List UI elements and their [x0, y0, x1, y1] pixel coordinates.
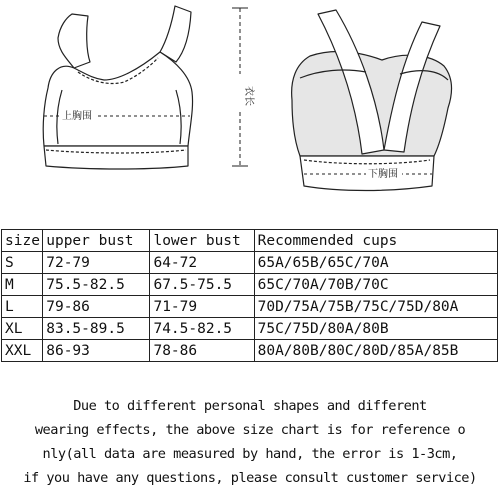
- garment-illustration: [0, 0, 500, 228]
- cell-upper-bust: 86-93: [43, 340, 150, 362]
- header-upper-bust: upper bust: [43, 230, 150, 252]
- cell-upper-bust: 83.5-89.5: [43, 318, 150, 340]
- size-chart-table: [1, 229, 498, 362]
- lower-bust-label: 下胸围: [368, 169, 398, 180]
- cell-cups: 65C/70A/70B/70C: [254, 274, 497, 296]
- front-left-strap: [58, 14, 90, 68]
- bra-diagram: [0, 0, 500, 228]
- cell-cups: 65A/65B/65C/70A: [254, 252, 497, 274]
- table-header-row: [2, 230, 498, 252]
- front-view: [43, 6, 192, 169]
- cell-lower-bust: 71-79: [150, 296, 254, 318]
- cell-size: L: [2, 296, 43, 318]
- table-row: [2, 274, 498, 296]
- cell-lower-bust: 74.5-82.5: [150, 318, 254, 340]
- header-size: size: [2, 230, 43, 252]
- header-recommended-cups: Recommended cups: [254, 230, 497, 252]
- table-row: [2, 340, 498, 362]
- table-row: [2, 318, 498, 340]
- cell-cups: 75C/75D/80A/80B: [254, 318, 497, 340]
- table-row: [2, 252, 498, 274]
- cell-lower-bust: 78-86: [150, 340, 254, 362]
- cell-size: M: [2, 274, 43, 296]
- front-right-strap: [160, 6, 191, 62]
- table-row: [2, 296, 498, 318]
- header-lower-bust: lower bust: [150, 230, 254, 252]
- length-label: 衣长: [243, 86, 254, 106]
- front-underband: [44, 146, 188, 169]
- cell-lower-bust: 67.5-75.5: [150, 274, 254, 296]
- cell-upper-bust: 79-86: [43, 296, 150, 318]
- back-view: [292, 10, 452, 191]
- note-line: if you have any questions, please consult customer service): [23, 470, 477, 486]
- front-body: [43, 52, 192, 146]
- cell-size: XL: [2, 318, 43, 340]
- cell-upper-bust: 72-79: [43, 252, 150, 274]
- cell-cups: 80A/80B/80C/80D/85A/85B: [254, 340, 497, 362]
- disclaimer-note: [0, 394, 500, 490]
- note-line: wearing effects, the above size chart is for reference o: [34, 422, 466, 438]
- note-line: nly(all data are measured by hand, the error is 1-3cm,: [42, 446, 458, 462]
- cell-size: S: [2, 252, 43, 274]
- cell-upper-bust: 75.5-82.5: [43, 274, 150, 296]
- note-line: Due to different personal shapes and different: [73, 398, 427, 414]
- upper-bust-label: 上胸围: [62, 111, 92, 122]
- cell-cups: 70D/75A/75B/75C/75D/80A: [254, 296, 497, 318]
- cell-lower-bust: 64-72: [150, 252, 254, 274]
- cell-size: XXL: [2, 340, 43, 362]
